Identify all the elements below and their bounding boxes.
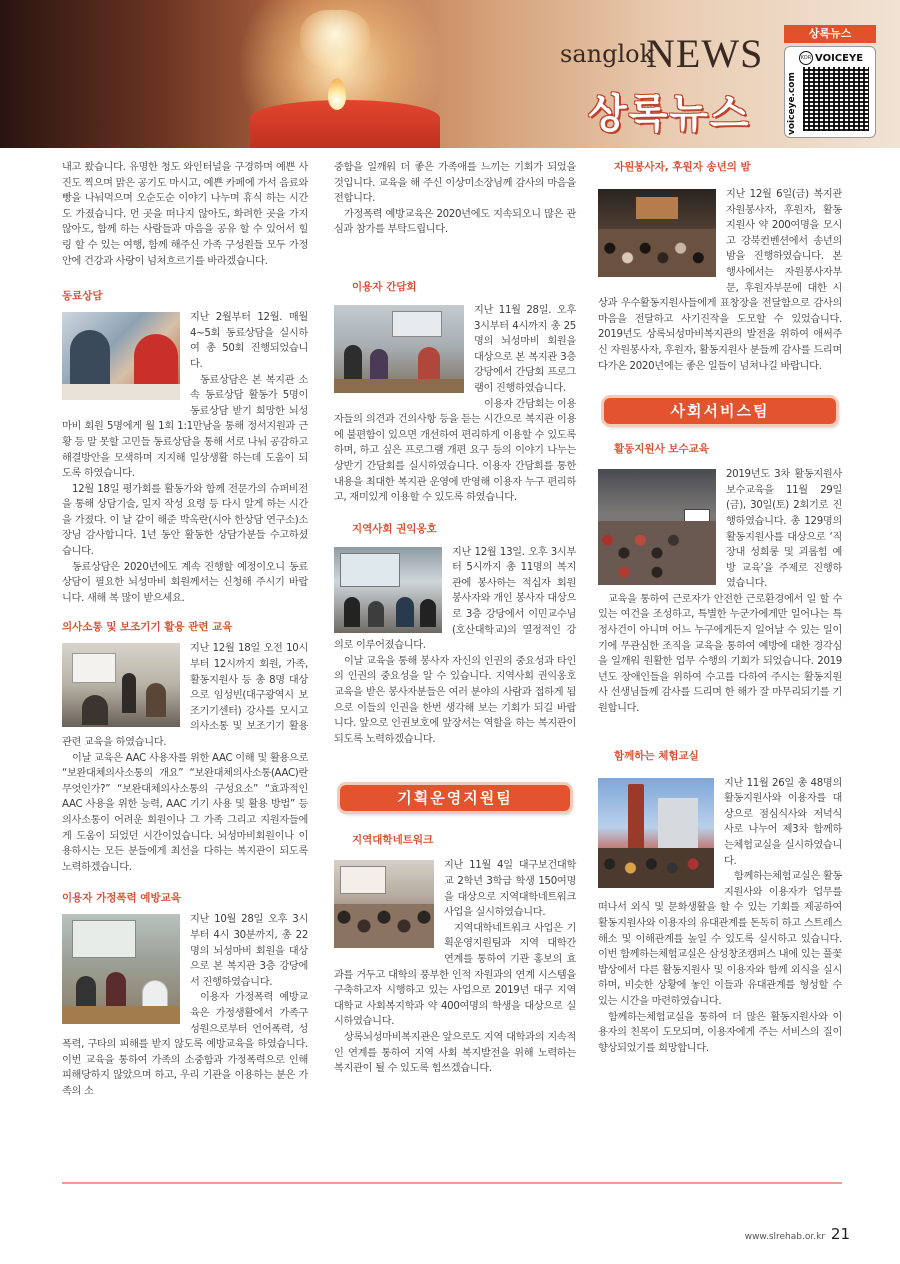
footer-url[interactable]: www.slrehab.or.kr <box>744 1232 825 1242</box>
col2-s3-p3: 상록뇌성마비복지관은 앞으로도 지역 대학과의 지속적인 연계를 통하여 지역 사회 복지발전을 위해 노력하는 복지관이 될 수 있도록 힘쓰겠습니다. <box>334 1031 576 1075</box>
photo-university-network <box>334 860 434 948</box>
section-title-user-meeting: 이용자 간담회 <box>352 280 417 293</box>
voiceye-brand: VOICEYE <box>815 53 864 64</box>
photo-aac-education <box>62 643 180 727</box>
section-title-year-end-night: 자원봉사자, 후원자 송년의 밤 <box>614 161 751 173</box>
page-number: 21 <box>830 1225 850 1243</box>
col1-intro: 내고 왔습니다. 유명한 청도 와인터널을 구경하며 예쁜 사진도 찍으며 맑은 공기도 마시고, 예쁜 카페에 가서 음료와 빵을 나눠먹으며 오순도순 이야기 나누며 휴식 하는 시간도 가졌습니다. 먼 곳을 떠나지 않아도, 화려한 곳을 가지 않아도, 함께 하는 사람들과 마음을 공유 할 수 있어서 힐링 할 수 있는 여행, 함께 해주신 가족 구성원들 모두 가정 안에 건강과 사랑이 넘쳐흐르기를 바라겠습니다. <box>62 162 308 267</box>
section-title-peer-counseling: 동료상담 <box>62 290 103 303</box>
header-news: NEWS <box>646 31 764 76</box>
candle-image <box>250 100 440 148</box>
heart-light <box>300 10 370 70</box>
voiceye-url: voiceye.com <box>787 72 797 135</box>
column-1 <box>62 160 308 1099</box>
col1-s1-p2: 동료상담은 본 복지관 소속 동료상담 활동가 5명이 동료상담 받기 희망한 뇌성마비 회원 5명에게 월 1회 1:1만남을 통해 정서지원과 근황 등 말 못할 고민들 동료상담을 통해 서로 나눠 공감하고 해결방안을 모색하며 지지해 일상생활 하는데 도움이 되도록 하였습니다. <box>62 374 308 480</box>
col3-s3-p3: 함께하는체험교실을 통하여 더 많은 활동지원사와 이용자의 친목이 도모되며, 이용자에게 주는 서비스의 질이 향상되었기를 희망합니다. <box>598 1011 842 1054</box>
col1-s1-p4: 동료상담은 2020년에도 계속 진행할 예정이오니 동료상담이 필요한 뇌성마비 회원께서는 신청해 주시기 바랍니다. 새해 복 많이 받으세요. <box>62 561 308 604</box>
col2-s1-p1: 지난 11월 28일. 오후 3시부터 4시까지 총 25명의 뇌성마비 회원을 대상으로 본 복지관 3층 강당에서 간담회 프로그램이 진행하였습니다. <box>474 304 576 394</box>
col2-intro2: 가정폭력 예방교육은 2020년에도 지속되오니 많은 관심과 참가를 부탁드립니다. <box>334 208 576 236</box>
header-banner <box>0 0 900 148</box>
col1-s3-p1: 지난 10월 28일 오후 3시부터 4시 30분까지, 총 22명의 뇌성마비 회원을 대상으로 본 복지관 3층 강당에서 진행하였습니다. <box>190 914 308 988</box>
col1-s1-p1: 지난 2월부터 12월. 매월 4~5회 동료상담을 실시하여 총 50회 진행되었습니다. <box>190 312 308 370</box>
col1-s2-p1: 지난 12월 18일 오전 10시부터 12시까지 회원, 가족, 활동지원사 등 총 8명 대상으로 임성빈(대구광역시 보조기기센터) 강사를 모시고 의사소통 및 보조기기 활용 관련 교육을 하였습니다. <box>62 643 308 748</box>
col1-s3-p2: 이용자 가정폭력 예방교육은 가정생활에서 가족구성원으로부터 언어폭력, 성폭력, 구타의 피해를 받지 않도록 예방교육을 하였습니다. 이번 교육을 통하여 가족의 소중함과 가정폭력으로 인해 피해당하지 않았으며 하고, 우리 기관을 이용하는 분은 가족의 소 <box>62 992 308 1097</box>
col2-s3-p1: 지난 11월 4일 대구보건대학교 2학년 3학급 학생 150여명을 대상으로 지역대학네트워크 사업을 실시하였습니다. <box>444 860 576 919</box>
voiceye-code[interactable] <box>784 46 876 138</box>
photo-domestic-violence <box>62 914 180 1024</box>
col2-s2-p2: 이날 교육을 통해 봉사자 자신의 인권의 중요성과 타인의 인권의 중요성을 알 수 있습니다. 지역사회 권익옹호교육을 받은 봉사자분들은 여러 분야의 사람과 접하게 됨으로 이들의 인권을 한번 생각해 보는 기회가 되길 바랍니다. 앞으로 인권보호에 앞장서는 역할을 하는 복지관이 되도록 노력하겠습니다. <box>334 655 576 745</box>
col3-s1-p1: 지난 12월 6일(금) 복지관 자원봉사자, 후원자, 활동지원사 약 200여명을 모시고 강북컨벤션에서 송년의 밤을 진행하였습니다. 본 행사에서는 자원봉사자부문, 후원자부문에 대한 시상과 우수활동지원사들에게 표창장을 전달함으로 감사의 마음을 전달하고 사기진작을 도모할 수 있었습니다. 2019년도 상록뇌성마비복지관의 발전을 위하여 애써주신 자원봉사자, 후원자, 활동지원사 분들께 감사를 드리며 다가온 2020년에는 좋은 일들이 넘쳐나길 바랍니다. <box>598 189 842 372</box>
team-banner-planning: 기획운영지원팀 <box>340 785 570 811</box>
column-3 <box>598 160 842 1056</box>
header-title-korean: 상록뉴스 <box>588 91 751 137</box>
section-title-refresher-training: 활동지원사 보수교육 <box>614 443 709 456</box>
section-title-domestic-violence: 이용자 가정폭력 예방교육 <box>62 892 181 905</box>
col2-s1-p2: 이용자 간담회는 이용자들의 의견과 건의사항 등을 듣는 시간으로 복지관 이용에 불편함이 있으면 개선하여 편리하게 이용할 수 있도록 하며, 하고 싶은 프로그램 개편 요구 등의 이야기 나누는 상반기 간담회를 실시하였습니다. 이용자 간담회를 통한 내용을 최대한 복지관 운영에 반영해 이용자 누구 편리하고, 재미있게 이용할 수 있도록 하였습니다. <box>334 398 576 504</box>
col3-s3-p2: 함께하는체험교실은 활동지원사와 이용자가 업무를 떠나서 외식 및 문화생활을 할 수 있는 기회를 제공하여 활동지원사와 이용자의 유대관계를 돈독히 하고 스트레스 해소 및 이해관계를 높일 수 있도록 실시하고 있습니다. 이번 함께하는체험교실은 삼성창조캠퍼스 내에 있는 풀꽃밥상에서 다른 활동지원사 및 이용자와 함께 외식을 실시하며, 비슷한 상황에 놓인 이들과 유대관계를 형성할 수 있는 시간을 마련하였습니다. <box>598 871 842 1007</box>
col2-intro: 중함을 일깨워 더 좋은 가족애를 느끼는 기회가 되었을 것입니다. 교육을 해 주신 이상미소장님께 감사의 마음을 전합니다. <box>334 162 576 205</box>
col1-s2-p2: 이날 교육은 AAC 사용자를 위한 AAC 이해 및 활용으로 “보완대체의사소통의 개요” “보완대체의사소통(AAC)란 무엇인가?” “보완대체의사소통의 구성요소” “효과적인 AAC 사용을 위한 능력, AAC 기기 사용 및 활용 방법” 등 의사소통이 어려운 회원이나 그 가족 그리고 지원자들에게 도움이 되었던 시간이었습니다. 뇌성마비회원이나 이용하시는 모든 분들에게 최선을 다하는 복지관이 되도록 노력하겠습니다. <box>62 752 308 873</box>
photo-year-end-night <box>598 189 716 277</box>
section-title-university-network: 지역대학네트워크 <box>352 834 434 847</box>
photo-user-meeting <box>334 305 464 393</box>
kor-icon: KOR <box>799 51 813 65</box>
voiceye-pattern <box>803 67 869 131</box>
col3-s2-p1: 2019년도 3차 활동지원사 보수교육을 11월 29일(금), 30일(토) 2회기로 진행하였습니다. 총 129명의 활동지원사를 대상으로 ‘직장내 성희롱 및 괴롭힘 예방 교육’을 주제로 진행하였습니다. <box>726 469 842 590</box>
team-banner-social-service: 사회서비스팀 <box>604 398 836 424</box>
section-title-rights-advocacy: 지역사회 권익옹호 <box>352 522 437 535</box>
col2-s2-p1: 지난 12월 13일. 오후 3시부터 5시까지 총 11명의 복지관에 봉사하는 적십자 회원 봉사자와 개인 봉사자 대상으로 3층 강당에서 이민교수님(호산대학교)의 열정적인 강의로 이루어졌습니다. <box>334 546 576 652</box>
footer-rule <box>62 1182 842 1184</box>
photo-experience-class <box>598 778 714 888</box>
photo-peer-counseling <box>62 312 180 400</box>
section-title-experience-class: 함께하는 체험교실 <box>614 749 699 762</box>
flame-icon <box>328 78 346 110</box>
section-badge: 상록뉴스 <box>784 25 876 43</box>
col3-s2-p2: 교육을 통하여 근로자가 안전한 근로환경에서 일 할 수 있는 여건을 조성하고, 특별한 누군가에게만 일어나는 특정사건이 아니며 어느 누구에게든지 일어날 수 있는 일이기에 무관심한 조직을 교육을 통하여 예방에 대한 경각심을 일깨워 원활한 업무 수행의 기회가 되었습니다. 2019년도 장애인들을 위하여 수고를 다하여 주시는 활동지원사 선생님들께 감사를 드리며 한 해가 잘 마무리되기를 기원합니다. <box>598 593 842 715</box>
col2-s3-p2: 지역대학네트워크 사업은 기획운영지원팀과 지역 대학간 연계를 통하여 기관 홍보의 효과를 거두고 대학의 풍부한 인적 자원과의 연계 시스템을 구축하고자 시행하고 있는 사업으로 2019년 대구 지역 대학교 사회복지학과 약 400여명의 학생을 대상으로 실시하였습니다. <box>334 922 576 1028</box>
photo-rights-advocacy <box>334 547 442 633</box>
section-title-aac-education: 의사소통 및 보조기기 활용 관련 교육 <box>62 621 233 634</box>
column-2 <box>334 160 576 1077</box>
photo-refresher-training <box>598 469 716 585</box>
col3-s3-p1: 지난 11월 26일 총 48명의 활동지원사와 이용자를 대상으로 점심식사와 저녁식사로 나누어 제3차 함께하는체험교실을 실시하였습니다. <box>724 777 842 867</box>
header-sanglok: sanglok <box>560 40 655 68</box>
col1-s1-p3: 12월 18일 평가회를 활동가와 함께 전문가의 슈퍼비전을 통해 상담기술, 일지 작성 요령 등 다시 알게 하는 시간을 가졌다. 이 날 같이 해준 박옥란(시아 한상담 연구소)소장님 감사합니다. 1년 동안 활동한 상담가분들 수고하셨습니다. <box>62 483 308 558</box>
